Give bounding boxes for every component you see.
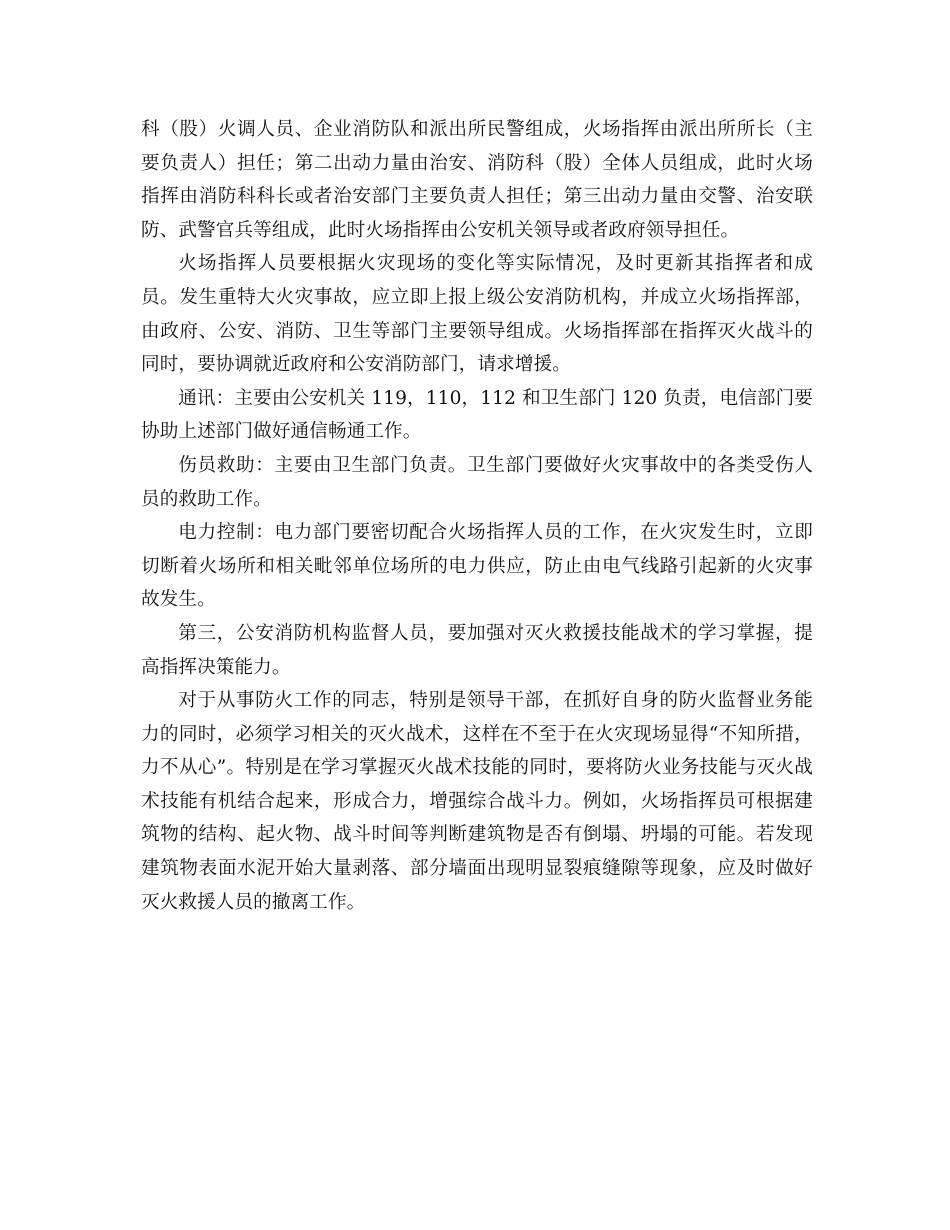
paragraph-7: 对于从事防火工作的同志，特别是领导干部，在抓好自身的防火监督业务能力的同时，必须学习相关的灭火战术，这样在不至于在火灾现场显得“不知所措，力不从心”。特别是在学习掌握灭火战术技能的同时，要将防火业务技能与灭火战术技能有机结合起来，形成合力，增强综合战斗力。例如，火场指挥员可根据建筑物的结构、起火物、战斗时间等判断建筑物是否有倒塌、坍塌的可能。若发现建筑物表面水泥开始大量剥落、部分墙面出现明显裂痕缝隙等现象，应及时做好灭火救援人员的撤离工作。 — [141, 690, 813, 913]
paragraph-1: 科（股）火调人员、企业消防队和派出所民警组成，火场指挥由派出所所长（主要负责人）担任；第二出动力量由治安、消防科（股）全体人员组成，此时火场指挥由消防科科长或者治安部门主要负责人担任；第三出动力量由交警、治安联防、武警官兵等组成，此时火场指挥由公安机关领导或者政府领导担任。 — [141, 119, 813, 241]
paragraph-2: 火场指挥人员要根据火灾现场的变化等实际情况，及时更新其指挥者和成员。发生重特大火灾事故，应立即上报上级公安消防机构，并成立火场指挥部，由政府、公安、消防、卫生等部门主要领导组成。火场指挥部在指挥灭火战斗的同时，要协调就近政府和公安消防部门，请求增援。 — [141, 253, 813, 376]
paragraph-5: 电力控制：电力部门要密切配合火场指挥人员的工作，在火灾发生时，立即切断着火场所和相关毗邻单位场所的电力供应，防止由电气线路引起新的火灾事故发生。 — [141, 522, 813, 611]
paragraph-6: 第三，公安消防机构监督人员，要加强对灭火救援技能战术的学习掌握，提高指挥决策能力。 — [141, 622, 813, 678]
paragraph-4: 伤员救助：主要由卫生部门负责。卫生部门要做好火灾事故中的各类受伤人员的救助工作。 — [141, 454, 813, 510]
document-body — [141, 113, 813, 919]
paragraph-3: 通讯：主要由公安机关 119，110，112 和卫生部门 120 负责，电信部门要协助上述部门做好通信畅通工作。 — [141, 387, 813, 443]
